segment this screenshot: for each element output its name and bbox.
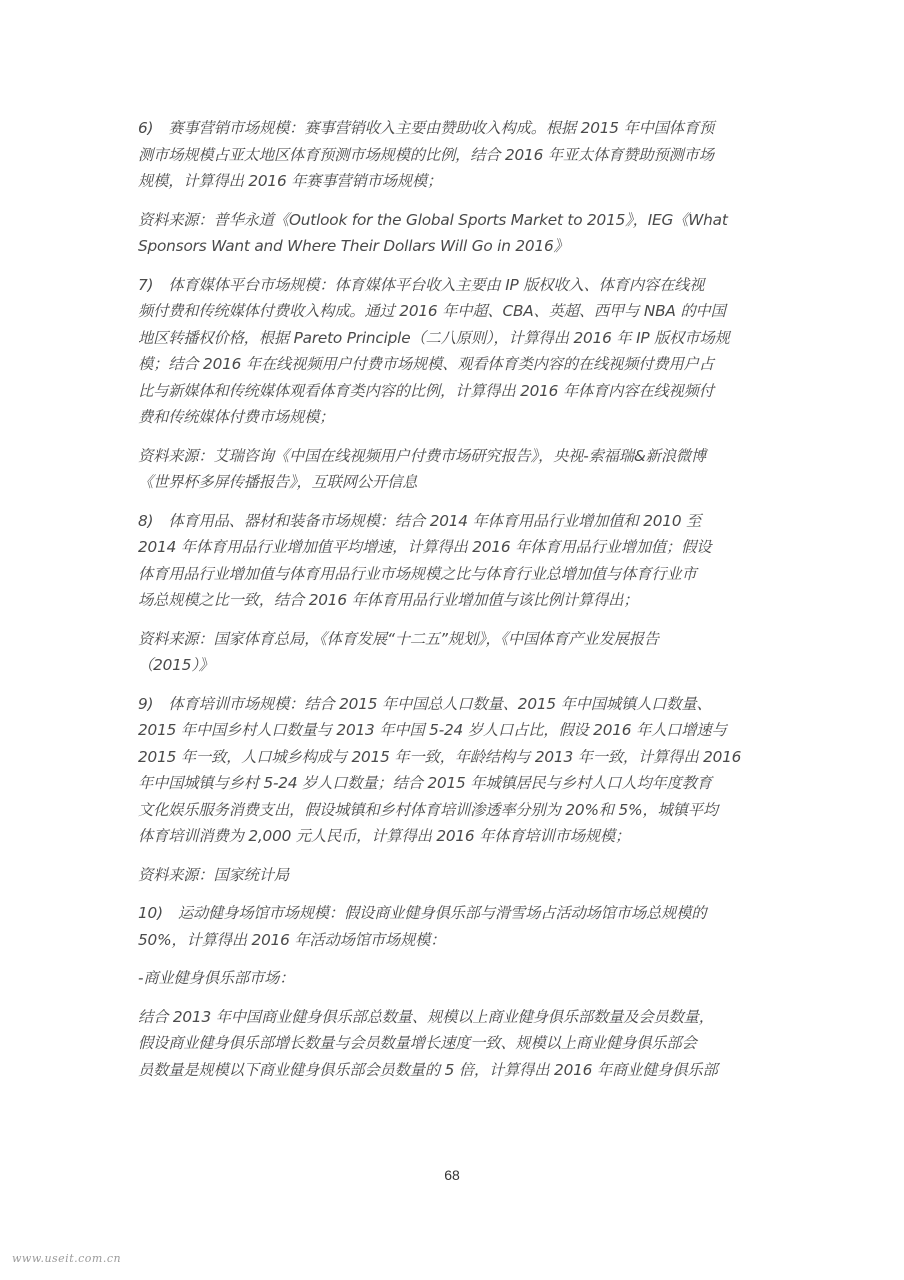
paragraph-item6 (138, 115, 770, 195)
text-line: Sponsors Want and Where Their Dollars Will Go in 2016》 (138, 237, 569, 255)
text-line: 9) 体育培训市场规模：结合 2015 年中国总人口数量、2015 年中国城镇人口数量、 (138, 694, 712, 713)
text-line: 10) 运动健身场馆市场规模：假设商业健身俱乐部与滑雪场占活动场馆市场总规模的 (138, 904, 707, 922)
paragraph-item7 (138, 272, 770, 431)
text-line: 模；结合 2016 年在线视频用户付费市场规模、观看体育类内容的在线视频付费用户占 (138, 355, 714, 373)
text-line: 资料来源：普华永道《Outlook for the Global Sports Market to 2015》，IEG《What (138, 210, 728, 229)
text-line: 2014 年体育用品行业增加值平均增速，计算得出 2016 年体育用品行业增加值；假设 (138, 538, 712, 556)
paragraph-source9 (138, 862, 770, 889)
text-line: 资料来源：国家体育总局，《体育发展“十二五”规划》，《中国体育产业发展报告 (138, 629, 659, 648)
text-line: 场总规模之比一致，结合 2016 年体育用品行业增加值与该比例计算得出； (138, 591, 639, 609)
text-line: 测市场规模占亚太地区体育预测市场规模的比例，结合 2016 年亚太体育赞助预测市场 (138, 145, 714, 164)
paragraph-item10 (138, 900, 770, 953)
text-line: 费和传统媒体付费市场规模； (138, 408, 335, 426)
text-line: 2015 年一致，人口城乡构成与 2015 年一致，年龄结构与 2013 年一致，计算得出 2016 (138, 747, 742, 766)
text-line: 文化娱乐服务消费支出，假设城镇和乡村体育培训渗透率分别为 20%和 5%，城镇平均 (138, 800, 718, 819)
text-line: 体育用品行业增加值与体育用品行业市场规模之比与体育行业总增加值与体育行业市 (138, 564, 697, 583)
text-line: 结合 2013 年中国商业健身俱乐部总数量、规模以上商业健身俱乐部数量及会员数量， (138, 1007, 714, 1026)
page-number: 68 (444, 1167, 460, 1183)
body-text (138, 115, 770, 1095)
text-line: 8) 体育用品、器材和装备市场规模：结合 2014 年体育用品行业增加值和 2010 至 (138, 511, 702, 530)
text-line: 假设商业健身俱乐部增长数量与会员数量增长速度一致、规模以上商业健身俱乐部会 (138, 1034, 697, 1052)
paragraph-source7 (138, 443, 770, 496)
paragraph-source8 (138, 626, 770, 679)
paragraph-item9 (138, 691, 770, 850)
text-line: 6) 赛事营销市场规模：赛事营销收入主要由赞助收入构成。根据 2015 年中国体育预 (138, 119, 715, 137)
text-line: 年中国城镇与乡村 5-24 岁人口数量；结合 2015 年城镇居民与乡村人口人均年度教育 (138, 774, 712, 792)
text-line: -商业健身俱乐部市场： (138, 969, 295, 987)
text-line: 2015 年中国乡村人口数量与 2013 年中国 5-24 岁人口占比，假设 2016 年人口增速与 (138, 721, 727, 739)
text-line: 频付费和传统媒体付费收入构成。通过 2016 年中超、CBA、英超、西甲与 NBA 的中国 (138, 302, 726, 320)
text-line: 《世界杯多屏传播报告》，互联网公开信息 (138, 473, 418, 491)
text-line: 7) 体育媒体平台市场规模：体育媒体平台收入主要由 IP 版权收入、体育内容在线视 (138, 275, 705, 294)
paragraph-item8 (138, 508, 770, 614)
text-line: （2015）》 (138, 656, 214, 674)
paragraph-sub10 (138, 965, 770, 992)
paragraph-item10-body (138, 1004, 770, 1084)
text-line: 资料来源：艾瑞咨询《中国在线视频用户付费市场研究报告》，央视-索福瑞&新浪微博 (138, 446, 706, 465)
text-line: 员数量是规模以下商业健身俱乐部会员数量的 5 倍，计算得出 2016 年商业健身俱乐部 (138, 1060, 718, 1079)
text-line: 资料来源：国家统计局 (138, 865, 289, 884)
text-line: 规模，计算得出 2016 年赛事营销市场规模； (138, 172, 443, 190)
text-line: 比与新媒体和传统媒体观看体育类内容的比例，计算得出 2016 年体育内容在线视频付 (138, 381, 714, 400)
paragraph-source6 (138, 207, 770, 260)
text-line: 地区转播权价格，根据 Pareto Principle（二八原则），计算得出 2016 年 IP 版权市场规 (138, 328, 730, 347)
text-line: 体育培训消费为 2,000 元人民币，计算得出 2016 年体育培训市场规模； (138, 827, 631, 845)
watermark-text: www.useit.com.cn (12, 1252, 122, 1265)
text-line: 50%，计算得出 2016 年活动场馆市场规模： (138, 930, 446, 949)
